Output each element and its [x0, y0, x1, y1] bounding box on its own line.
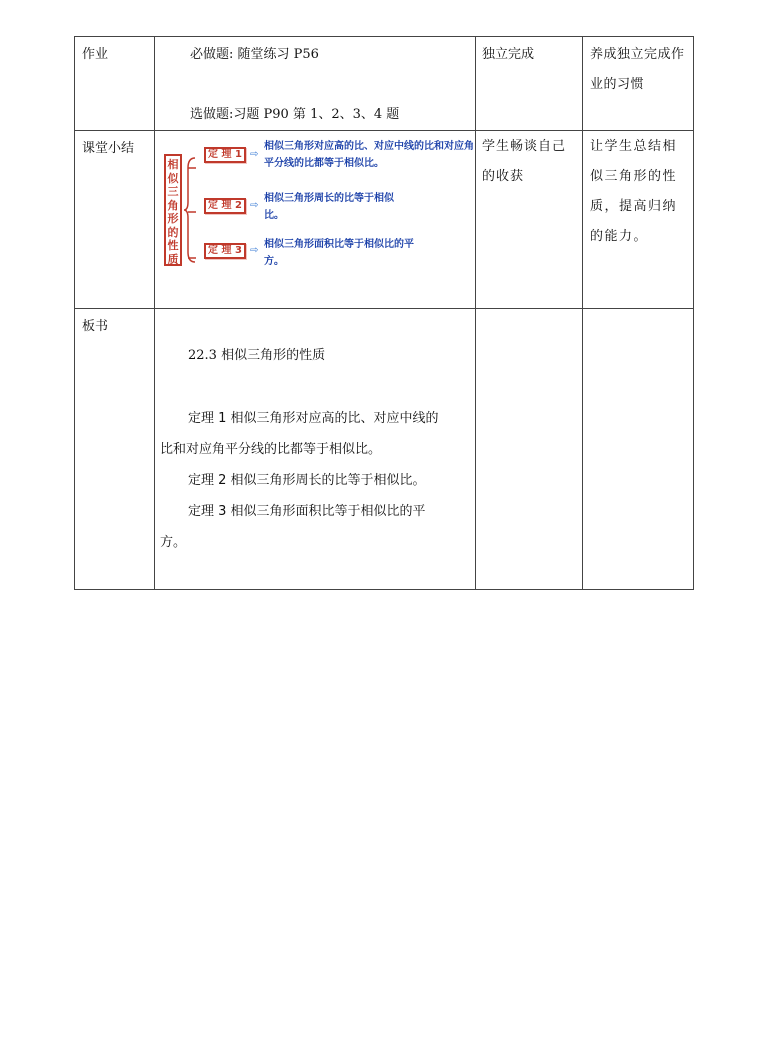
homework-purpose: 养成独立完成作业的习惯	[590, 47, 685, 92]
column-divider	[154, 36, 155, 590]
column-divider	[582, 36, 583, 590]
vertical-title-char: 角	[167, 198, 179, 212]
table-border-top	[74, 36, 694, 37]
homework-student-activity: 独立完成	[482, 47, 535, 62]
theorem-1-text: 相似三角形对应高的比、对应中线的比和对应角平分线的比都等于相似比。	[264, 141, 474, 169]
vertical-title-char: 相	[167, 158, 179, 171]
lesson-table	[74, 36, 694, 590]
summary-purpose: 让学生总结相似三角形的性质，提高归纳的能力。	[590, 139, 678, 244]
brace-connector-icon	[184, 154, 196, 266]
vertical-title-char: 性	[167, 239, 179, 252]
row-divider	[74, 130, 694, 131]
board-theorem-3: 定理 3 相似三角形面积比等于相似比的平	[188, 504, 426, 519]
board-theorem-3-cont: 方。	[160, 535, 187, 550]
vertical-title-char: 三	[167, 185, 179, 198]
diagram-vertical-title	[164, 154, 182, 266]
arrow-right-icon: ⇨	[250, 200, 259, 211]
board-theorem-1: 定理 1 相似三角形对应高的比、对应中线的	[188, 411, 439, 426]
board-theorem-2: 定理 2 相似三角形周长的比等于相似比。	[188, 473, 426, 488]
summary-label: 课堂小结	[82, 141, 135, 156]
arrow-right-icon: ⇨	[250, 245, 259, 256]
vertical-title-char: 质	[167, 252, 179, 266]
row-divider	[74, 308, 694, 309]
column-divider	[475, 36, 476, 590]
board-theorem-1-cont: 比和对应角平分线的比都等于相似比。	[160, 442, 382, 457]
theorem-3-text: 相似三角形面积比等于相似比的平方。	[264, 239, 414, 267]
table-border-left	[74, 36, 75, 590]
theorem-1-tag: 定 理 1	[204, 147, 246, 163]
vertical-title-char: 似	[167, 171, 179, 185]
table-border-right	[693, 36, 694, 590]
board-label: 板书	[82, 319, 109, 334]
theorem-2-text: 相似三角形周长的比等于相似比。	[264, 193, 394, 221]
similar-triangle-properties-diagram	[164, 134, 474, 274]
table-border-bottom	[74, 589, 694, 590]
board-heading: 22.3 相似三角形的性质	[188, 348, 326, 363]
vertical-title-char: 的	[167, 225, 179, 239]
theorem-3-tag: 定 理 3	[204, 243, 246, 259]
arrow-right-icon: ⇨	[250, 149, 259, 160]
homework-label: 作业	[82, 47, 109, 62]
theorem-2-tag: 定 理 2	[204, 198, 246, 214]
vertical-title-char: 形	[167, 212, 179, 225]
summary-student-activity: 学生畅谈自己的收获	[482, 139, 567, 184]
homework-required: 必做题: 随堂练习 P56	[190, 47, 319, 62]
homework-optional: 选做题:习题 P90 第 1、2、3、4 题	[190, 107, 400, 122]
